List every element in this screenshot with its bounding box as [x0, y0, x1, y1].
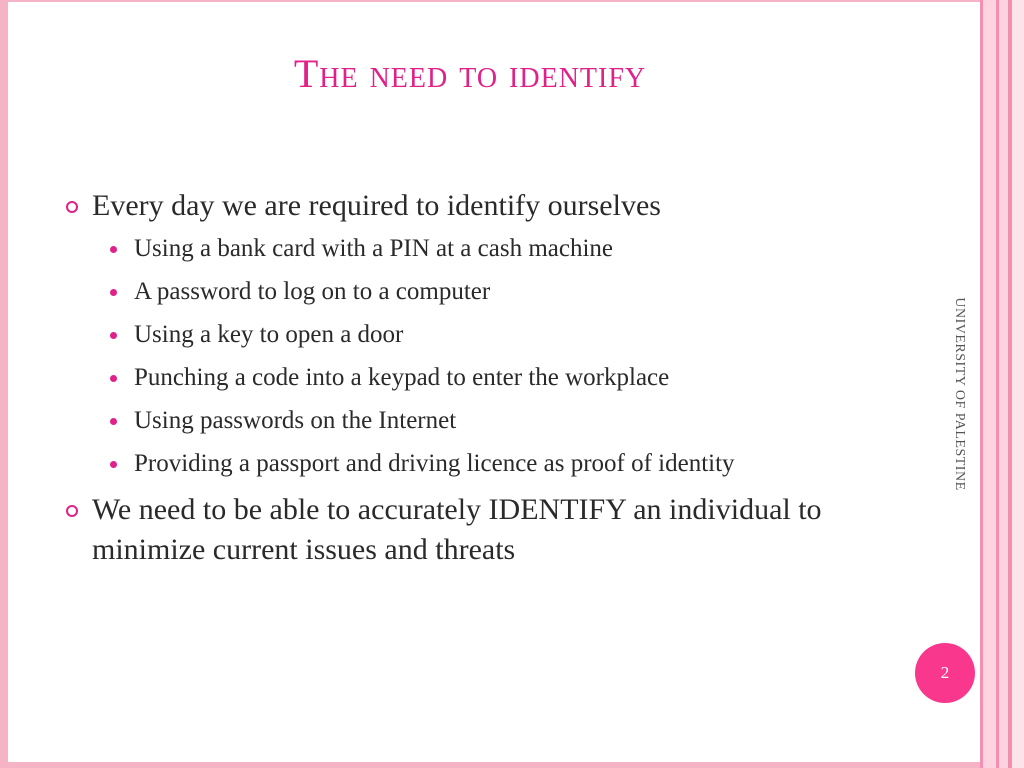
sub-bullet-item — [62, 318, 892, 352]
sub-bullet-text: Using a bank card with a PIN at a cash machine — [134, 235, 614, 262]
stripe — [1012, 0, 1024, 768]
ring-bullet-icon — [66, 201, 78, 213]
sub-bullet-item — [62, 232, 892, 266]
sub-bullet-item — [62, 404, 892, 438]
dot-bullet-icon — [110, 461, 117, 468]
slide-frame-bottom — [0, 762, 1024, 768]
ring-bullet-icon — [66, 505, 78, 517]
dot-bullet-icon — [110, 418, 117, 425]
sub-bullet-text: Using passwords on the Internet — [134, 407, 457, 434]
sub-bullet-list — [62, 232, 892, 481]
decorative-side-stripes — [980, 0, 1024, 768]
dot-bullet-icon — [110, 375, 117, 382]
bullet-item — [62, 186, 892, 226]
sub-bullet-item — [62, 361, 892, 395]
slide-frame-left — [0, 0, 8, 768]
stripe — [983, 0, 996, 768]
slide-frame-top — [0, 0, 1024, 2]
page-number-badge — [915, 643, 975, 703]
dot-bullet-icon — [110, 289, 117, 296]
sub-bullet-item — [62, 447, 892, 481]
stripe — [999, 0, 1008, 768]
slide-title: The need to identify — [293, 51, 647, 96]
page-number: 2 — [940, 663, 950, 682]
dot-bullet-icon — [110, 332, 117, 339]
slide-content — [62, 186, 892, 576]
sub-bullet-text: Punching a code into a keypad to enter the workplace — [134, 364, 670, 391]
sub-bullet-text: A password to log on to a computer — [134, 278, 491, 305]
side-label: UNIVERSITY OF PALESTINE — [952, 297, 967, 491]
bullet-item — [62, 490, 892, 570]
sub-bullet-text: Using a key to open a door — [134, 321, 404, 348]
sub-bullet-item — [62, 275, 892, 309]
bullet-text: We need to be able to accurately IDENTIFY an individual to minimize current issues and threats — [92, 493, 822, 566]
bullet-text: Every day we are required to identify ourselves — [92, 189, 661, 222]
dot-bullet-icon — [110, 246, 117, 253]
sub-bullet-text: Providing a passport and driving licence as proof of identity — [134, 450, 735, 477]
